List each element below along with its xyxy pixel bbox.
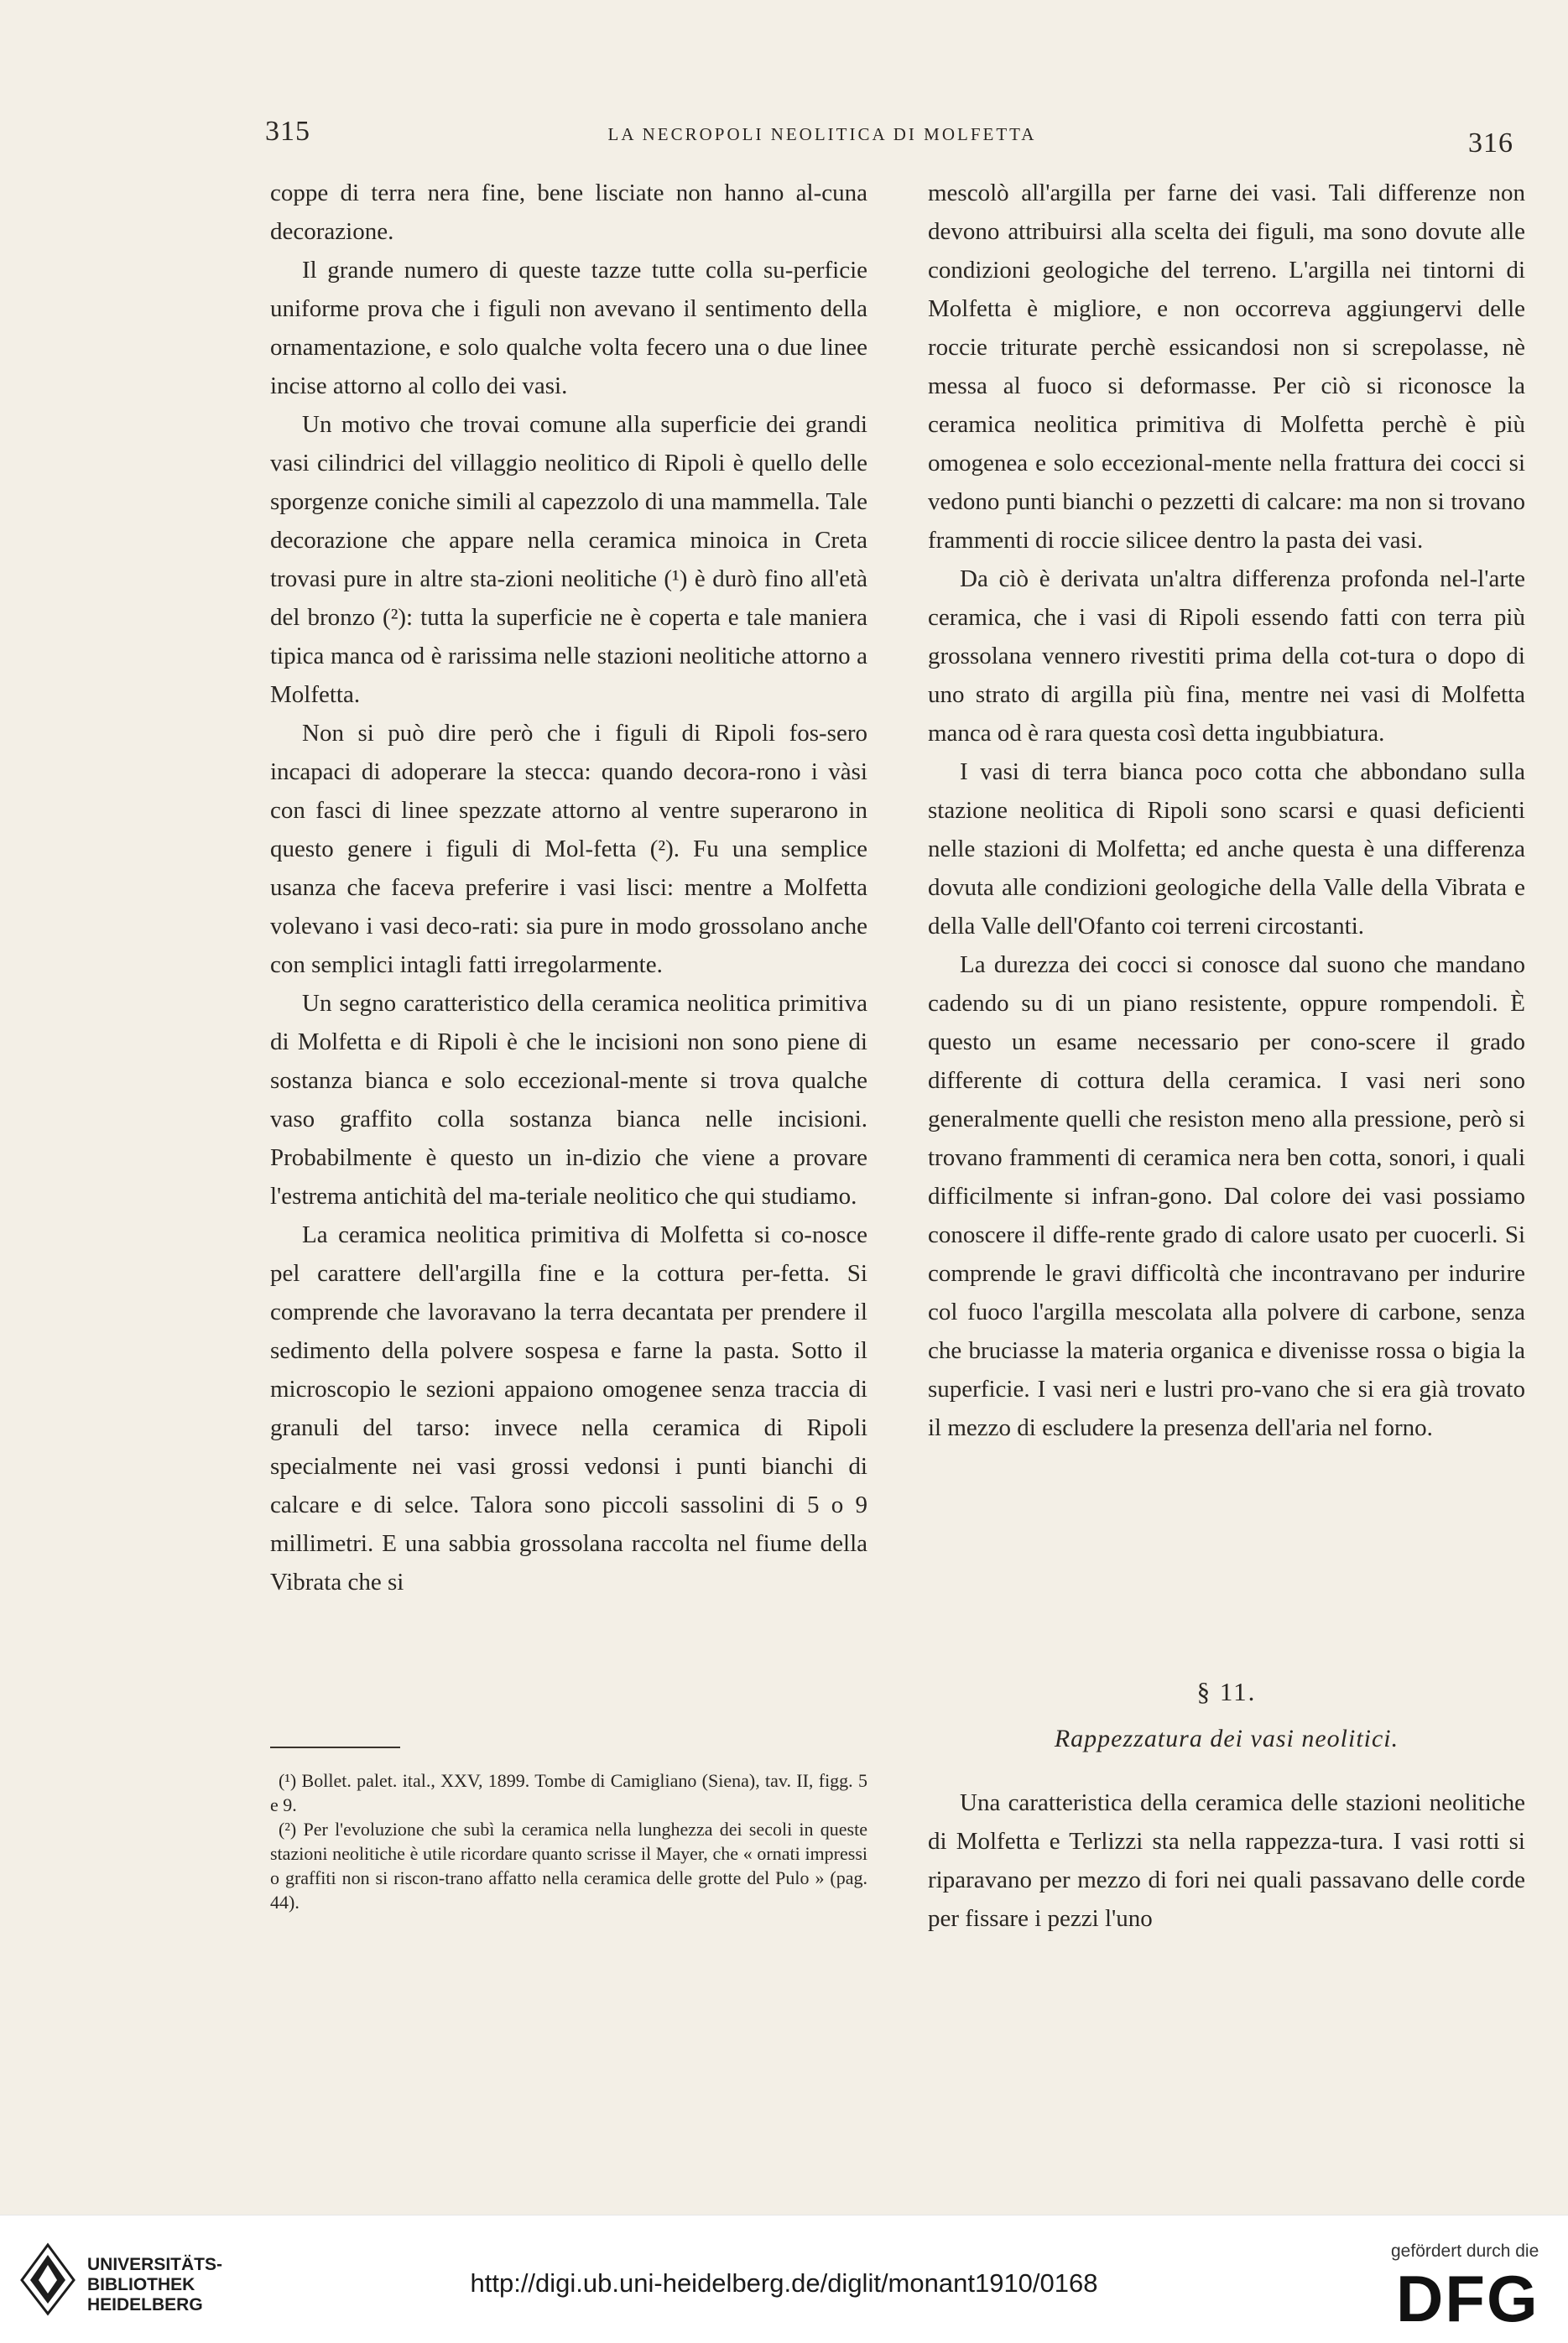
left-column: [270, 174, 867, 1601]
footnotes: [270, 1768, 867, 1914]
footnote: (²) Per l'evoluzione che subì la ceramica nella lunghezza dei secoli in queste stazioni neolitiche è utile ricordare quanto scrisse il Mayer, che « ornati impressi o graffiti non si riscon-trano affatto nella ceramica delle grotte del Pulo » (pag. 44).: [270, 1819, 867, 1913]
footnote: (¹) Bollet. palet. ital., XXV, 1899. Tombe di Camigliano (Siena), tav. II, figg. 5 e 9.: [270, 1770, 867, 1815]
paragraph: La durezza dei cocci si conosce dal suono che mandano cadendo su di un piano resistente, oppure rompendoli. È questo un esame necessario per cono-scere il grado differente di cottura della ceramica. I vasi neri sono generalmente quelli che resiston meno alla pressione, però si trovano frammenti di ceramica nera ben cotta, sonori, i quali difficilmente si infran-gono. Dal colore dei vasi possiamo conoscere il diffe-rente grado di calore usato per cuocerli. Si comprende le gravi difficoltà che incontravano per indurire col fuoco l'argilla mescolata alla polvere di carbone, senza che bruciasse la materia organica e divenisse rossa o bigia la superficie. I vasi neri e lustri pro-vano che si era già trovato il mezzo di escludere la presenza dell'aria nel forno.: [928, 951, 1525, 1441]
library-line: UNIVERSITÄTS-: [87, 2255, 223, 2274]
paragraph: Una caratteristica della ceramica delle stazioni neolitiche di Molfetta e Terlizzi sta nella rappezza-tura. I vasi rotti si riparavano per mezzo di fori nei quali passavano delle corde per fissare i pezzi l'uno: [928, 1789, 1525, 1932]
permalink-url[interactable]: http://digi.ub.uni-heidelberg.de/diglit/monant1910/0168: [470, 2268, 1098, 2298]
library-line: HEIDELBERG: [87, 2295, 203, 2314]
library-line: BIBLIOTHEK: [87, 2275, 195, 2294]
right-column: [928, 174, 1525, 1447]
paragraph: I vasi di terra bianca poco cotta che abbondano sulla stazione neolitica di Ripoli sono scarsi e quasi deficienti nelle stazioni di Molfetta; ed anche questa è una differenza dovuta alle condizioni geologiche della Valle della Vibrata e della Valle dell'Ofanto coi terreni circostanti.: [928, 758, 1525, 940]
paragraph: Un motivo che trovai comune alla superficie dei grandi vasi cilindrici del villaggio neolitico di Ripoli è quello delle sporgenze coniche simili al capezzolo di una mammella. Tale decorazione che appare nella ceramica minoica in Creta trovasi pure in altre sta-zioni neolitiche (¹) è durò fino all'età del bronzo (²): tutta la superficie ne è coperta e tale maniera tipica manca od è rarissima nelle stazioni neolitiche attorno a Molfetta.: [270, 411, 867, 708]
paragraph: Non si può dire però che i figuli di Ripoli fos-sero incapaci di adoperare la stecca: quando decora-rono i vàsi con fasci di linee spezzate attorno al ventre superarono in questo genere i figuli di Mol-fetta (²). Fu una semplice usanza che faceva preferire i vasi lisci: mentre a Molfetta volevano i vasi deco-rati: sia pure in modo grossolano anche con semplici intagli fatti irregolarmente.: [270, 720, 867, 978]
paragraph: Il grande numero di queste tazze tutte colla su-perficie uniforme prova che i figuli non avevano il sentimento della ornamentazione, e solo qualche volta fecero una o due linee incise attorno al collo dei vasi.: [270, 257, 867, 399]
dfg-logo-icon: DFG: [1396, 2262, 1539, 2335]
funding-note: gefördert durch die: [1391, 2241, 1539, 2261]
running-title: LA NECROPOLI NEOLITICA DI MOLFETTA: [607, 124, 1037, 144]
page-number-left: 315: [265, 116, 310, 147]
paragraph: Un segno caratteristico della ceramica neolitica primitiva di Molfetta e di Ripoli è che le incisioni non sono piene di sostanza bianca e solo eccezional-mente si trova qualche vaso graffito colla sostanza bianca nelle incisioni. Probabilmente è questo un in-dizio che viene a provare l'estrema antichità del ma-teriale neolitico che qui studiamo.: [270, 990, 867, 1210]
paragraph: La ceramica neolitica primitiva di Molfetta si co-nosce pel carattere dell'argilla fine e la cottura per-fetta. Si comprende che lavoravano la terra decantata per prendere il sedimento della polvere sospesa e farne la pasta. Sotto il microscopio le sezioni appaiono omogenee senza traccia di granuli del tarso: invece nella ceramica di Ripoli specialmente nei vasi grossi vedonsi i punti bianchi di calcare e di selce. Talora sono piccoli sassolini di 5 o 9 millimetri. E una sabbia grossolana raccolta nel fiume della Vibrata che si: [270, 1221, 867, 1596]
section-title: Rappezzatura dei vasi neolitici.: [1054, 1725, 1399, 1752]
footnote-divider: [270, 1747, 400, 1748]
paragraph: coppe di terra nera fine, bene lisciate non hanno al-cuna decorazione.: [270, 180, 867, 245]
page-number-right: 316: [1468, 128, 1513, 159]
paragraph: Da ciò è derivata un'altra differenza profonda nel-l'arte ceramica, che i vasi di Ripoli essendo fatti con terra più grossolana vennero rivestiti prima della cot-tura o dopo di uno strato di argilla più fina, mentre nei vasi di Molfetta manca od è rara questa così detta ingubbiatura.: [928, 565, 1525, 747]
section-number: § 11.: [1196, 1677, 1257, 1706]
paragraph: mescolò all'argilla per farne dei vasi. Tali differenze non devono attribuirsi alla scelta dei figuli, ma sono dovute alle condizioni geologiche del terreno. L'argilla nei tintorni di Molfetta è migliore, e non occorreva aggiungervi delle roccie triturate perchè essicandosi non si screpolasse, nè messa al fuoco si deformasse. Per ciò si riconosce la ceramica neolitica primitiva di Molfetta perchè è più omogenea e solo eccezional-mente nella frattura dei cocci si vedono punti bianchi o pezzetti di calcare: ma non si trovano frammenti di roccie silicee dentro la pasta dei vasi.: [928, 180, 1525, 554]
section-body: [928, 1783, 1525, 1938]
